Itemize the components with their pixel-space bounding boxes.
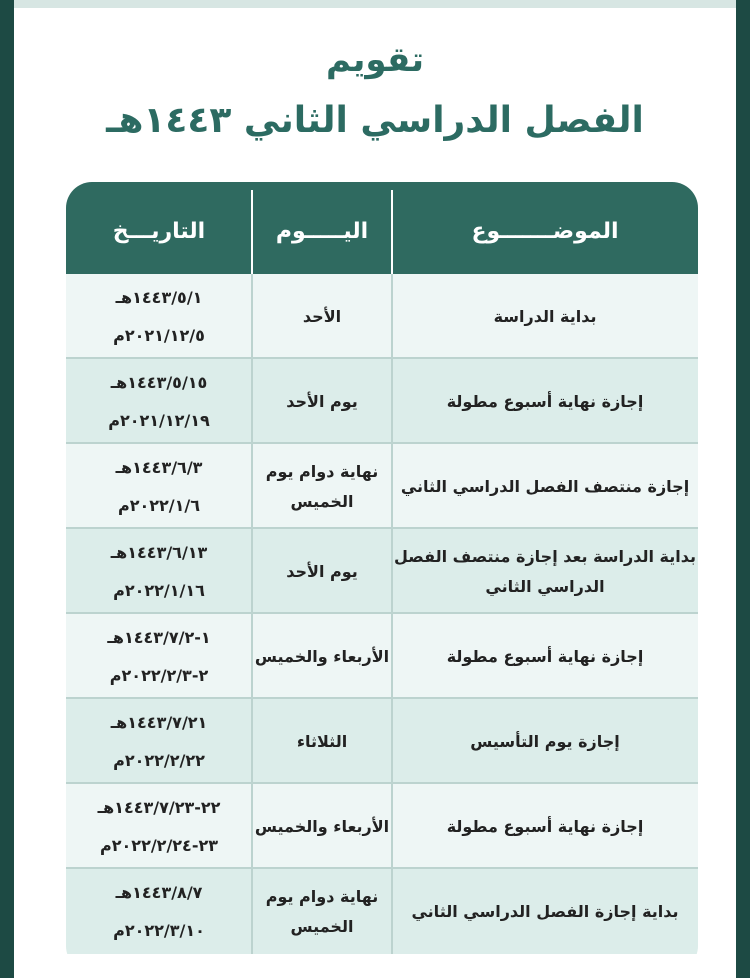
table-header bbox=[66, 182, 698, 274]
column-divider bbox=[391, 529, 393, 614]
column-divider bbox=[391, 274, 393, 359]
hijri-date: ١٤٤٣/٦/٣هـ bbox=[115, 457, 203, 477]
day-cell: نهاية دوام يوم الخميس bbox=[265, 461, 379, 511]
hijri-date: ١-١٤٤٣/٧/٢هـ bbox=[107, 627, 211, 647]
gregorian-date: ٢٠٢١/١٢/٥م bbox=[113, 325, 205, 345]
calendar-page bbox=[14, 0, 736, 978]
page-title: تقويم bbox=[326, 40, 424, 80]
subject-cell: بداية إجازة الفصل الدراسي الثاني bbox=[411, 901, 679, 921]
column-header-subject: الموضـــــــوع bbox=[471, 219, 619, 244]
day-cell: الأربعاء والخميس bbox=[254, 816, 390, 836]
gregorian-date: ٢٠٢٢/١/٦م bbox=[118, 495, 201, 515]
subject-cell: إجازة يوم التأسيس bbox=[470, 731, 620, 751]
table-row bbox=[66, 869, 698, 954]
column-divider bbox=[251, 784, 253, 869]
hijri-date: ١٤٤٣/٧/٢١هـ bbox=[110, 712, 208, 732]
date-cell bbox=[66, 274, 252, 359]
day-cell: الثلاثاء bbox=[296, 731, 348, 751]
column-divider bbox=[391, 784, 393, 869]
header-divider bbox=[391, 190, 393, 274]
column-divider bbox=[391, 869, 393, 954]
date-cell bbox=[66, 359, 252, 444]
date-cell bbox=[66, 699, 252, 784]
hijri-date: ١٤٤٣/٨/٧هـ bbox=[115, 882, 203, 902]
table-row bbox=[66, 699, 698, 784]
subject-cell: إجازة منتصف الفصل الدراسي الثاني bbox=[400, 476, 690, 496]
table-row bbox=[66, 614, 698, 699]
column-divider bbox=[251, 529, 253, 614]
table-row bbox=[66, 784, 698, 869]
column-divider bbox=[391, 614, 393, 699]
column-header-date: التاريـــخ bbox=[112, 219, 206, 244]
day-cell: يوم الأحد bbox=[286, 391, 358, 411]
subject-cell: بداية الدراسة بعد إجازة منتصف الفصل الدراسي الثاني bbox=[394, 546, 696, 596]
date-cell bbox=[66, 784, 252, 869]
gregorian-date: ٢٠٢٢/١/١٦م bbox=[113, 580, 205, 600]
column-divider bbox=[251, 359, 253, 444]
date-cell bbox=[66, 529, 252, 614]
table-row bbox=[66, 529, 698, 614]
column-divider bbox=[251, 274, 253, 359]
header-divider bbox=[251, 190, 253, 274]
table-row bbox=[66, 359, 698, 444]
gregorian-date: ٢٣-٢٠٢٢/٢/٢٤م bbox=[100, 835, 218, 855]
column-header-day: اليـــــوم bbox=[275, 219, 369, 244]
date-cell bbox=[66, 614, 252, 699]
date-cell bbox=[66, 444, 252, 529]
column-divider bbox=[251, 614, 253, 699]
calendar-table bbox=[66, 182, 698, 972]
column-divider bbox=[391, 699, 393, 784]
day-cell: يوم الأحد bbox=[286, 561, 358, 581]
gregorian-date: ٢-٢٠٢٢/٢/٣م bbox=[109, 665, 209, 685]
column-divider bbox=[251, 444, 253, 529]
column-divider bbox=[391, 359, 393, 444]
gregorian-date: ٢٠٢١/١٢/١٩م bbox=[108, 410, 210, 430]
hijri-date: ٢٢-١٤٤٣/٧/٢٣هـ bbox=[97, 797, 221, 817]
column-divider bbox=[391, 444, 393, 529]
day-cell: الأحد bbox=[302, 306, 342, 326]
table-row bbox=[66, 444, 698, 529]
hijri-date: ١٤٤٣/٥/١٥هـ bbox=[110, 372, 208, 392]
day-cell: نهاية دوام يوم الخميس bbox=[265, 886, 379, 936]
gregorian-date: ٢٠٢٢/٢/٢٢م bbox=[113, 750, 205, 770]
column-divider bbox=[251, 869, 253, 954]
day-cell: الأربعاء والخميس bbox=[254, 646, 390, 666]
subject-cell: إجازة نهاية أسبوع مطولة bbox=[446, 391, 644, 411]
hijri-date: ١٤٤٣/٥/١هـ bbox=[115, 287, 203, 307]
column-divider bbox=[251, 699, 253, 784]
table-row bbox=[66, 274, 698, 359]
subject-cell: إجازة نهاية أسبوع مطولة bbox=[446, 816, 644, 836]
subject-cell: بداية الدراسة bbox=[493, 306, 597, 326]
subject-cell: إجازة نهاية أسبوع مطولة bbox=[446, 646, 644, 666]
date-cell bbox=[66, 869, 252, 954]
top-strip bbox=[14, 0, 736, 8]
page-subtitle: الفصل الدراسي الثاني ١٤٤٣هـ bbox=[106, 100, 644, 141]
hijri-date: ١٤٤٣/٦/١٣هـ bbox=[110, 542, 208, 562]
gregorian-date: ٢٠٢٢/٣/١٠م bbox=[113, 920, 205, 940]
